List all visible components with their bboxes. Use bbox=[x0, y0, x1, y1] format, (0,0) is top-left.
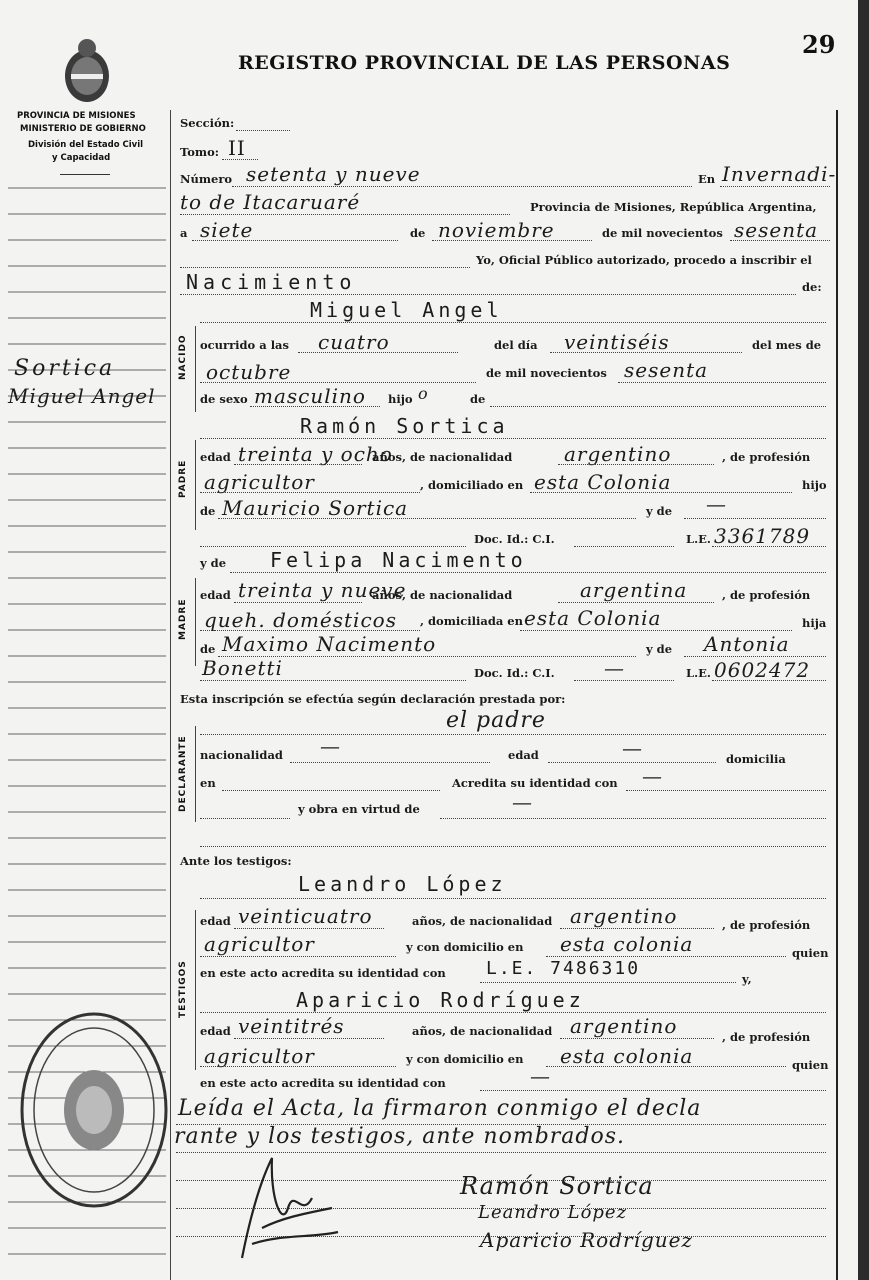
madre-doc-label: Doc. Id.: C.I. bbox=[474, 666, 555, 680]
madre-edad-label: edad bbox=[200, 588, 231, 602]
section-label-madre: MADRE bbox=[178, 598, 188, 640]
witness1-profesion-label: , de profesión bbox=[722, 918, 811, 932]
numero-label: Número bbox=[180, 172, 233, 186]
witness1-domicilio-label: y con domicilio en bbox=[406, 940, 524, 954]
numero-value: setenta y nueve bbox=[246, 162, 421, 186]
witness1-name: Leandro López bbox=[298, 872, 507, 896]
witness1-id-value: L.E. 7486310 bbox=[486, 958, 641, 979]
witness2-profesion-label: , de profesión bbox=[722, 1030, 811, 1044]
tomo-label: Tomo: bbox=[180, 145, 219, 159]
page-title: REGISTRO PROVINCIAL DE LAS PERSONAS bbox=[238, 52, 731, 74]
page-number: 29 bbox=[802, 30, 836, 59]
madre-domicilio-label: , domiciliada en bbox=[420, 614, 523, 628]
witness2-nationality-value: argentino bbox=[570, 1014, 678, 1038]
hijo-suffix: o bbox=[418, 384, 429, 403]
madre-de-label: de bbox=[200, 642, 216, 656]
witness2-age-value: veintitrés bbox=[238, 1014, 345, 1038]
de-label: de bbox=[410, 226, 426, 240]
maternal-grandmother-value-1: Antonia bbox=[704, 632, 790, 656]
mother-nationality-value: argentina bbox=[580, 578, 688, 602]
hour-value: cuatro bbox=[318, 330, 390, 354]
father-nationality-value: argentino bbox=[564, 442, 672, 466]
place-value-1: Invernadi- bbox=[722, 162, 837, 186]
ocurrido-label: ocurrido a las bbox=[200, 338, 289, 352]
witness1-domicile-value: esta colonia bbox=[560, 932, 694, 956]
witness2-profession-value: agricultor bbox=[204, 1044, 315, 1068]
margin-surname: Sortica bbox=[14, 356, 116, 381]
birth-month-value: octubre bbox=[206, 360, 292, 384]
mother-name: Felipa Nacimento bbox=[270, 548, 527, 572]
padre-de-label: de bbox=[200, 504, 216, 518]
de-colon: de: bbox=[802, 280, 822, 294]
birth-day-value: veintiséis bbox=[564, 330, 670, 354]
witness2-quien-label: quien bbox=[792, 1058, 829, 1072]
act-type: Nacimiento bbox=[186, 270, 357, 294]
witness1-profession-value: agricultor bbox=[204, 932, 315, 956]
paternal-grandfather-value: Mauricio Sortica bbox=[222, 496, 409, 520]
declarante-nacionalidad-label: nacionalidad bbox=[200, 748, 283, 762]
madre-nacionalidad-label: años, de nacionalidad bbox=[372, 588, 513, 602]
witness1-quien-label: quien bbox=[792, 946, 829, 960]
section-label-testigos: TESTIGOS bbox=[178, 960, 188, 1018]
witness1-nationality-value: argentino bbox=[570, 904, 678, 928]
del-dia-label: del día bbox=[494, 338, 538, 352]
witness1-acredita-label: en este acto acredita su identidad con bbox=[200, 966, 446, 980]
seccion-label: Sección: bbox=[180, 116, 235, 130]
witness2-edad-label: edad bbox=[200, 1024, 231, 1038]
witness2-domicile-value: esta colonia bbox=[560, 1044, 694, 1068]
father-profession-value: agricultor bbox=[204, 470, 315, 494]
father-domicile-value: esta Colonia bbox=[534, 470, 672, 494]
padre-le-label: L.E. bbox=[686, 532, 711, 546]
org-line-4: y Capacidad bbox=[52, 153, 111, 163]
testigos-intro: Ante los testigos: bbox=[180, 854, 292, 868]
birth-year-label: de mil novecientos bbox=[486, 366, 607, 380]
closing-line-1: Leída el Acta, la firmaron conmigo el decla bbox=[178, 1096, 702, 1121]
padre-edad-label: edad bbox=[200, 450, 231, 464]
padre-nacionalidad-label: años, de nacionalidad bbox=[372, 450, 513, 464]
provincia-text: Provincia de Misiones, República Argentina, bbox=[530, 200, 817, 214]
father-age-value: treinta y ocho bbox=[238, 442, 393, 466]
padre-doc-label: Doc. Id.: C.I. bbox=[474, 532, 555, 546]
madre-y-de-label: y de bbox=[200, 556, 227, 570]
year-value: sesenta bbox=[734, 218, 819, 242]
nacido-de-label: de bbox=[470, 392, 486, 406]
signature-1: Ramón Sortica bbox=[460, 1172, 654, 1200]
maternal-grandfather-value: Maximo Nacimento bbox=[222, 632, 437, 656]
witness1-age-value: veinticuatro bbox=[238, 904, 373, 928]
day-value: siete bbox=[200, 218, 254, 242]
witness2-nacionalidad-label: años, de nacionalidad bbox=[412, 1024, 553, 1038]
section-label-padre: PADRE bbox=[178, 459, 188, 498]
declarante-intro: Esta inscripción se efectúa según declaración prestada por: bbox=[180, 692, 566, 706]
maternal-grandmother-value-2: Bonetti bbox=[202, 656, 283, 680]
section-label-declarante: DECLARANTE bbox=[178, 735, 188, 812]
witness2-acredita-dash: — bbox=[530, 1064, 551, 1088]
witness2-domicilio-label: y con domicilio en bbox=[406, 1052, 524, 1066]
section-label-nacido: NACIDO bbox=[178, 334, 188, 380]
madre-hija-label: hija bbox=[802, 616, 827, 630]
signature-2: Leandro López bbox=[478, 1202, 628, 1223]
declarante-edad-dash: — bbox=[622, 736, 643, 760]
official-signature-icon bbox=[222, 1148, 342, 1266]
child-name: Miguel Angel bbox=[310, 298, 503, 322]
hijo-label: hijo bbox=[388, 392, 413, 406]
declarante-acredita-label: Acredita su identidad con bbox=[452, 776, 618, 790]
sexo-label: de sexo bbox=[200, 392, 248, 406]
witness2-name: Aparicio Rodríguez bbox=[296, 988, 585, 1012]
declarante-obra-dash: — bbox=[512, 790, 533, 814]
witness2-acredita-label: en este acto acredita su identidad con bbox=[200, 1076, 446, 1090]
tomo-value: II bbox=[228, 136, 246, 160]
witness1-y-label: y, bbox=[742, 972, 752, 986]
oficial-text: Yo, Oficial Público autorizado, procedo a inscribir el bbox=[476, 253, 812, 267]
mother-age-value: treinta y nueve bbox=[238, 578, 407, 602]
witness1-edad-label: edad bbox=[200, 914, 231, 928]
del-mes-label: del mes de bbox=[752, 338, 822, 352]
declarante-edad-label: edad bbox=[508, 748, 539, 762]
place-value-2: to de Itacaruaré bbox=[180, 190, 361, 214]
declarante-domicilio-label: domicilia bbox=[726, 752, 786, 766]
month-value: noviembre bbox=[438, 218, 555, 242]
madre-doc-dash: — bbox=[604, 656, 625, 680]
signature-3: Aparicio Rodríguez bbox=[480, 1228, 694, 1252]
declarante-value: el padre bbox=[446, 708, 546, 733]
org-line-1: PROVINCIA DE MISIONES bbox=[17, 111, 136, 121]
padre-y-de-dash: — bbox=[706, 492, 727, 516]
declarante-nacionalidad-dash: — bbox=[320, 734, 341, 758]
madre-profesion-label: , de profesión bbox=[722, 588, 811, 602]
declarante-en-label: en bbox=[200, 776, 216, 790]
madre-le-label: L.E. bbox=[686, 666, 711, 680]
coat-of-arms-icon bbox=[58, 36, 116, 106]
margin-given-names: Miguel Angel bbox=[8, 384, 156, 408]
official-seal-icon bbox=[18, 1010, 170, 1210]
padre-y-de-label: y de bbox=[646, 504, 673, 518]
org-line-2: MINISTERIO DE GOBIERNO bbox=[20, 124, 146, 134]
declarante-obra-label: y obra en virtud de bbox=[298, 802, 420, 816]
declarante-acredita-dash: — bbox=[642, 764, 663, 788]
en-label: En bbox=[698, 172, 716, 186]
father-le-value: 3361789 bbox=[714, 524, 811, 548]
sexo-value: masculino bbox=[254, 384, 366, 408]
mother-le-value: 0602472 bbox=[714, 658, 811, 682]
mother-domicile-value: esta Colonia bbox=[524, 606, 662, 630]
mother-profession-value: queh. domésticos bbox=[204, 608, 397, 632]
closing-line-2: rante y los testigos, ante nombrados. bbox=[174, 1124, 626, 1149]
father-name: Ramón Sortica bbox=[300, 414, 509, 438]
year-label: de mil novecientos bbox=[602, 226, 723, 240]
padre-hijo-label: hijo bbox=[802, 478, 827, 492]
madre-y-de2-label: y de bbox=[646, 642, 673, 656]
a-label: a bbox=[180, 226, 188, 240]
witness1-nacionalidad-label: años, de nacionalidad bbox=[412, 914, 553, 928]
padre-domicilio-label: , domiciliado en bbox=[420, 478, 524, 492]
padre-profesion-label: , de profesión bbox=[722, 450, 811, 464]
org-line-3: División del Estado Civil bbox=[28, 140, 144, 150]
birth-year-value: sesenta bbox=[624, 358, 709, 382]
